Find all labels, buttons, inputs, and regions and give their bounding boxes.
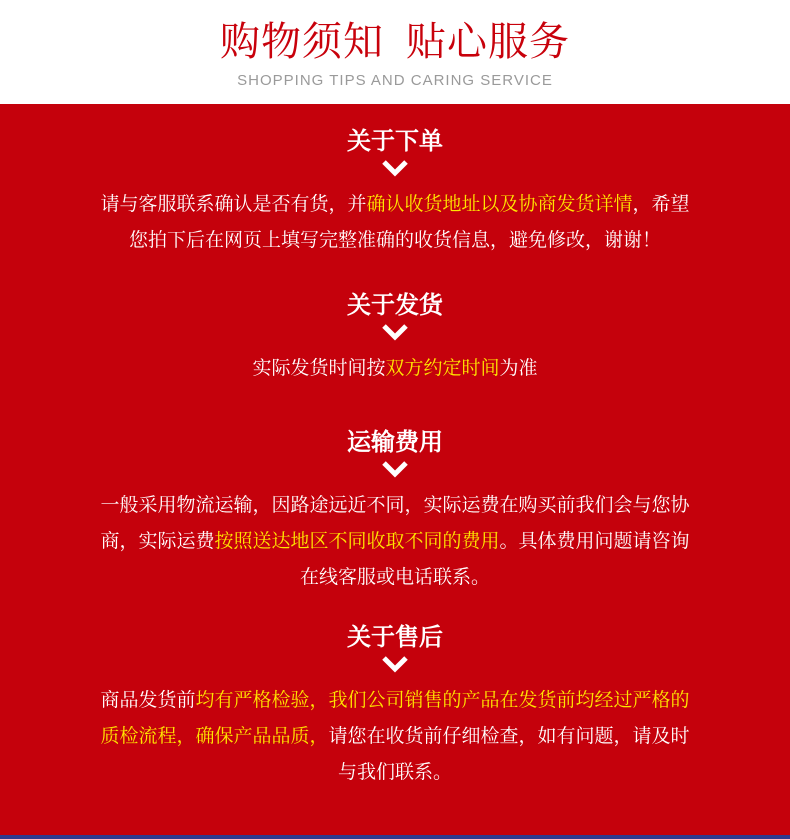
highlight-text: 均有严格检验，我们公司销售的产品在发货前均经过严格的 (195, 689, 690, 711)
chevron-down-icon (381, 322, 409, 342)
section-title: 关于售后 (347, 623, 443, 651)
section-title: 关于发货 (347, 291, 443, 319)
bottom-divider (0, 835, 790, 839)
body-text: 请与客服联系确认是否有货，并 (100, 193, 367, 215)
section-title: 运输费用 (347, 428, 443, 456)
body-text: 为准 (499, 357, 538, 379)
section-shipping (0, 290, 790, 386)
paragraph-line (0, 559, 790, 595)
section-paragraph (0, 350, 790, 386)
section-paragraph (0, 487, 790, 595)
page-subtitle: SHOPPING TIPS AND CARING SERVICE (237, 72, 553, 89)
body-text: 与我们联系。 (337, 761, 452, 783)
highlight-text: 按照送达地区不同收取不同的费用 (214, 530, 500, 552)
body-text: 商，实际运费 (100, 530, 215, 552)
section-paragraph (0, 186, 790, 258)
body-text: 。具体费用问题请咨询 (499, 530, 690, 552)
section-freight (0, 427, 790, 595)
highlight-text: 双方约定时间 (385, 357, 500, 379)
paragraph-line (0, 682, 790, 718)
chevron-down-icon (381, 459, 409, 479)
body-text: 实际发货时间按 (252, 357, 386, 379)
section-title: 关于下单 (347, 127, 443, 155)
body-text: 您拍下后在网页上填写完整准确的收货信息，避免修改，谢谢！ (128, 229, 661, 251)
header (0, 0, 790, 104)
section-paragraph (0, 682, 790, 790)
paragraph-line (0, 718, 790, 754)
chevron-down-icon (381, 654, 409, 674)
paragraph-line (0, 523, 790, 559)
paragraph-line (0, 754, 790, 790)
body-text: 在线客服或电话联系。 (299, 566, 490, 588)
section-after-sales (0, 622, 790, 790)
section-ordering (0, 126, 790, 258)
body-text: ，希望 (632, 193, 690, 215)
paragraph-line (0, 186, 790, 222)
chevron-down-icon (381, 158, 409, 178)
title-right: 贴心服务 (406, 19, 570, 65)
title-left: 购物须知 (220, 19, 384, 65)
body-text: 商品发货前 (100, 689, 196, 711)
paragraph-line (0, 350, 790, 386)
paragraph-line (0, 487, 790, 523)
body-text: 一般采用物流运输，因路途远近不同，实际运费在购买前我们会与您协 (100, 494, 690, 516)
highlight-text: 质检流程，确保产品品质， (100, 725, 329, 747)
body-text: 请您在收货前仔细检查，如有问题，请及时 (328, 725, 690, 747)
page-title (0, 18, 790, 66)
highlight-text: 确认收货地址以及协商发货详情 (366, 193, 633, 215)
tips-panel (0, 104, 790, 839)
paragraph-line (0, 222, 790, 258)
